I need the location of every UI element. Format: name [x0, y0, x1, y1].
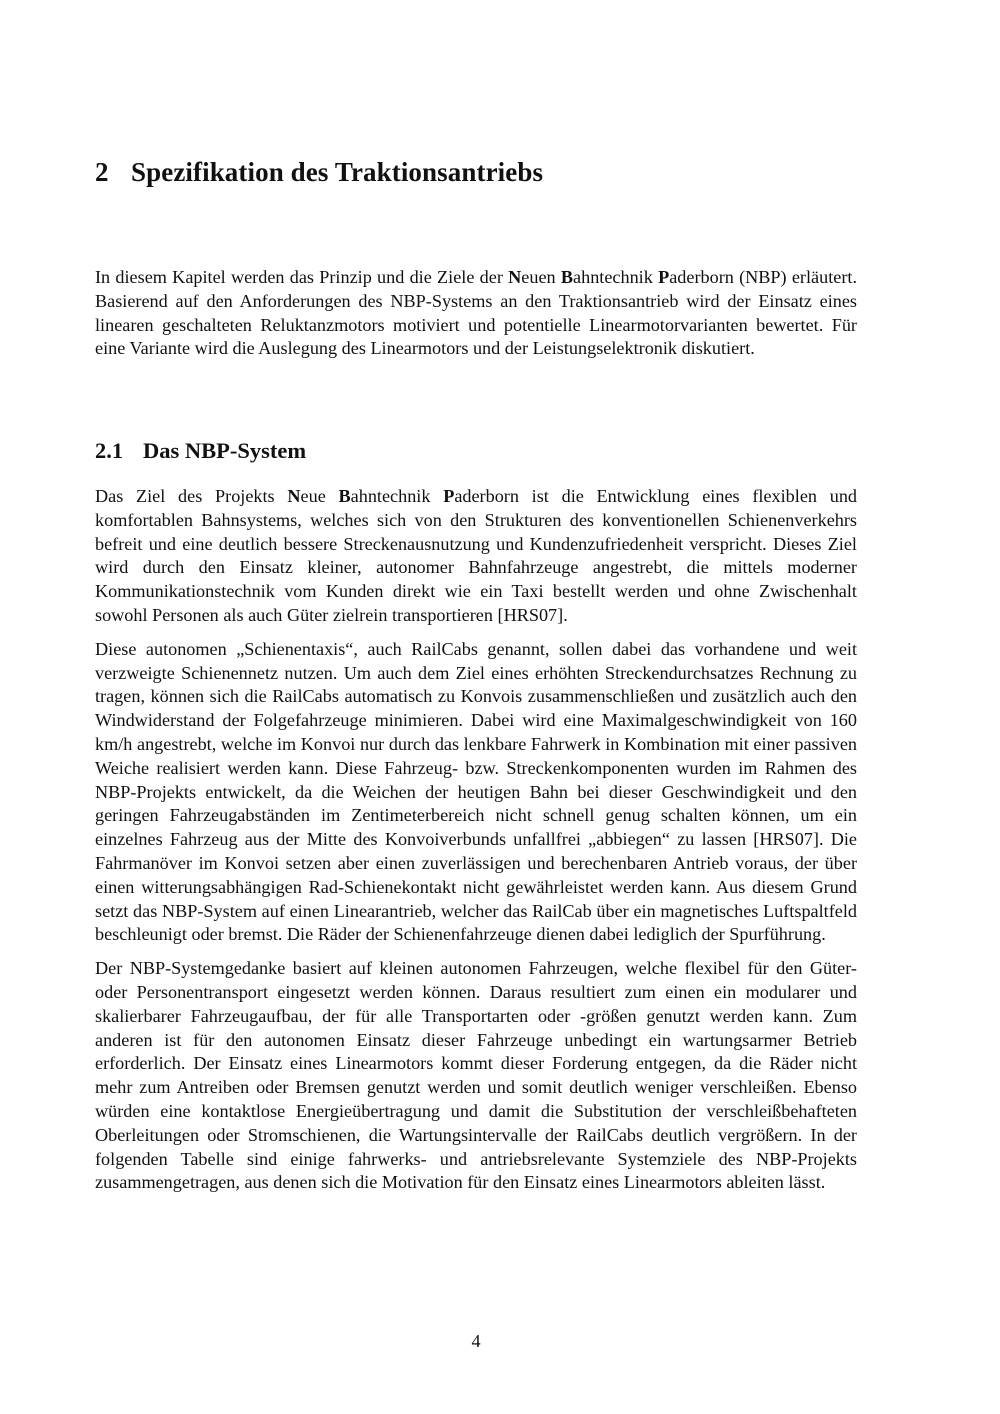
document-page — [95, 0, 857, 1414]
intro-text-neuen: euen — [521, 267, 561, 287]
paragraph-1-rest: aderborn ist die Entwicklung eines flexiblen und komfortablen Bahnsystems, welches sich von den Strukturen des konventionellen Schienenverkehrs befreit und eine deutlich bessere Streckenausnutzung und Kundenzufriedenheit verspricht. Dieses Ziel wird durch den Einsatz kleiner, autonomer Bahnfahrzeuge angestrebt, die mittels moderner Kommunikationstechnik vom Kunden direkt wie ein Taxi bestellt werden und ohne Zwischenhalt sowohl Personen als auch Güter zielrein transportieren [HRS07]. — [95, 486, 858, 625]
chapter-number: 2 — [95, 157, 109, 187]
paragraph-1 — [95, 485, 857, 628]
paragraph-3: Der NBP-Systemgedanke basiert auf kleinen autonomen Fahrzeugen, welche flexibel für den Güter- oder Personentransport eingesetzt werden können. Daraus resultiert zum einen ein modularer und skalierbarer Fahrzeugaufbau, der für alle Transportarten oder -größen genutzt werden kann. Zum anderen ist für den autonomen Einsatz dieser Fahrzeuge unbedingt ein wartungsarmer Betrieb erforderlich. Der Einsatz eines Linearmotors kommt dieser Forderung entgegen, da die Räder nicht mehr zum Antreiben oder Bremsen genutzt werden und somit deutlich weniger verschleißen. Ebenso würden eine kontaktlose Energieübertragung und damit die Substitution der verschleißbehafteten Oberleitungen oder Stromschienen, die Wartungsintervalle der RailCabs deutlich vergrößern. In der folgenden Tabelle sind einige fahrwerks- und antriebsrelevante Systemziele des NBP-Projekts zusammengetragen, aus denen sich die Motivation für den Einsatz eines Linearmotors ableiten lässt. — [95, 958, 857, 1193]
intro-text-bahntechnik: ahntechnik — [573, 267, 659, 287]
chapter-title — [95, 157, 543, 188]
intro-text-start: In diesem Kapitel werden das Prinzip und die Ziele der — [95, 267, 509, 287]
intro-paragraph — [95, 266, 857, 361]
page-number: 4 — [471, 1331, 481, 1351]
acronym-letter-b: B — [338, 486, 351, 506]
section-title-text: Das NBP-System — [143, 438, 307, 463]
section-body — [95, 485, 857, 1195]
intro-text-rest: aderborn (NBP) erläutert. Basierend auf den Anforderungen des NBP-Systems an den Traktionsantrieb wird der Einsatz eines linearen geschalteten Reluktanzmotors motiviert und potentielle Linearmotorvarianten bewertet. Für eine Variante wird die Auslegung des Linearmotors und der Leistungselektronik diskutiert. — [95, 267, 857, 359]
paragraph-1-bahntechnik: ahntechnik — [350, 486, 444, 506]
section-title — [95, 438, 306, 464]
paragraph-2: Diese autonomen „Schienentaxis“, auch RailCabs genannt, sollen dabei das vorhandene und weit verzweigte Schienennetz nutzen. Um auch dem Ziel eines erhöhten Streckendurchsatzes Rechnung zu tragen, können sich die RailCabs automatisch zu Konvois zusammenschließen und zusätzlich auch den Windwiderstand der Folgefahrzeuge minimieren. Dabei wird eine Maximalgeschwindigkeit von 160 km/h angestrebt, welche im Konvoi nur durch das lenkbare Fahrwerk in Kombination mit einer passiven Weiche realisiert werden kann. Diese Fahrzeug- bzw. Streckenkomponenten wurden im Rahmen des NBP-Projekts entwickelt, da die Weichen der heutigen Bahn bei dieser Geschwindigkeit und den geringen Fahrzeugabständen im Zentimeterbereich nicht schnell genug schalten können, um ein einzelnes Fahrzeug aus der Mitte des Konvoiverbunds unfallfrei „abbiegen“ zu lassen [HRS07]. Die Fahrmanöver im Konvoi setzen aber einen zuverlässigen und berechenbaren Antrieb voraus, der über einen witterungsabhängigen Rad-Schienekontakt nicht gewährleistet werden kann. Aus diesem Grund setzt das NBP-System auf einen Linearantrieb, welcher das RailCab über ein magnetisches Luftspaltfeld beschleunigt oder bremst. Die Räder der Schienenfahrzeuge dienen dabei lediglich der Spurführung. — [95, 638, 857, 945]
acronym-letter-b: B — [560, 267, 574, 287]
acronym-letter-p: P — [443, 486, 455, 506]
paragraph-1-start: Das Ziel des Projekts — [95, 486, 288, 506]
section-number: 2.1 — [95, 438, 124, 463]
acronym-letter-n: N — [508, 267, 522, 287]
acronym-letter-p: P — [658, 267, 670, 287]
paragraph-1-neue: eue — [300, 486, 339, 506]
acronym-letter-n: N — [287, 486, 301, 506]
chapter-title-text: Spezifikation des Traktionsantriebs — [131, 157, 544, 187]
